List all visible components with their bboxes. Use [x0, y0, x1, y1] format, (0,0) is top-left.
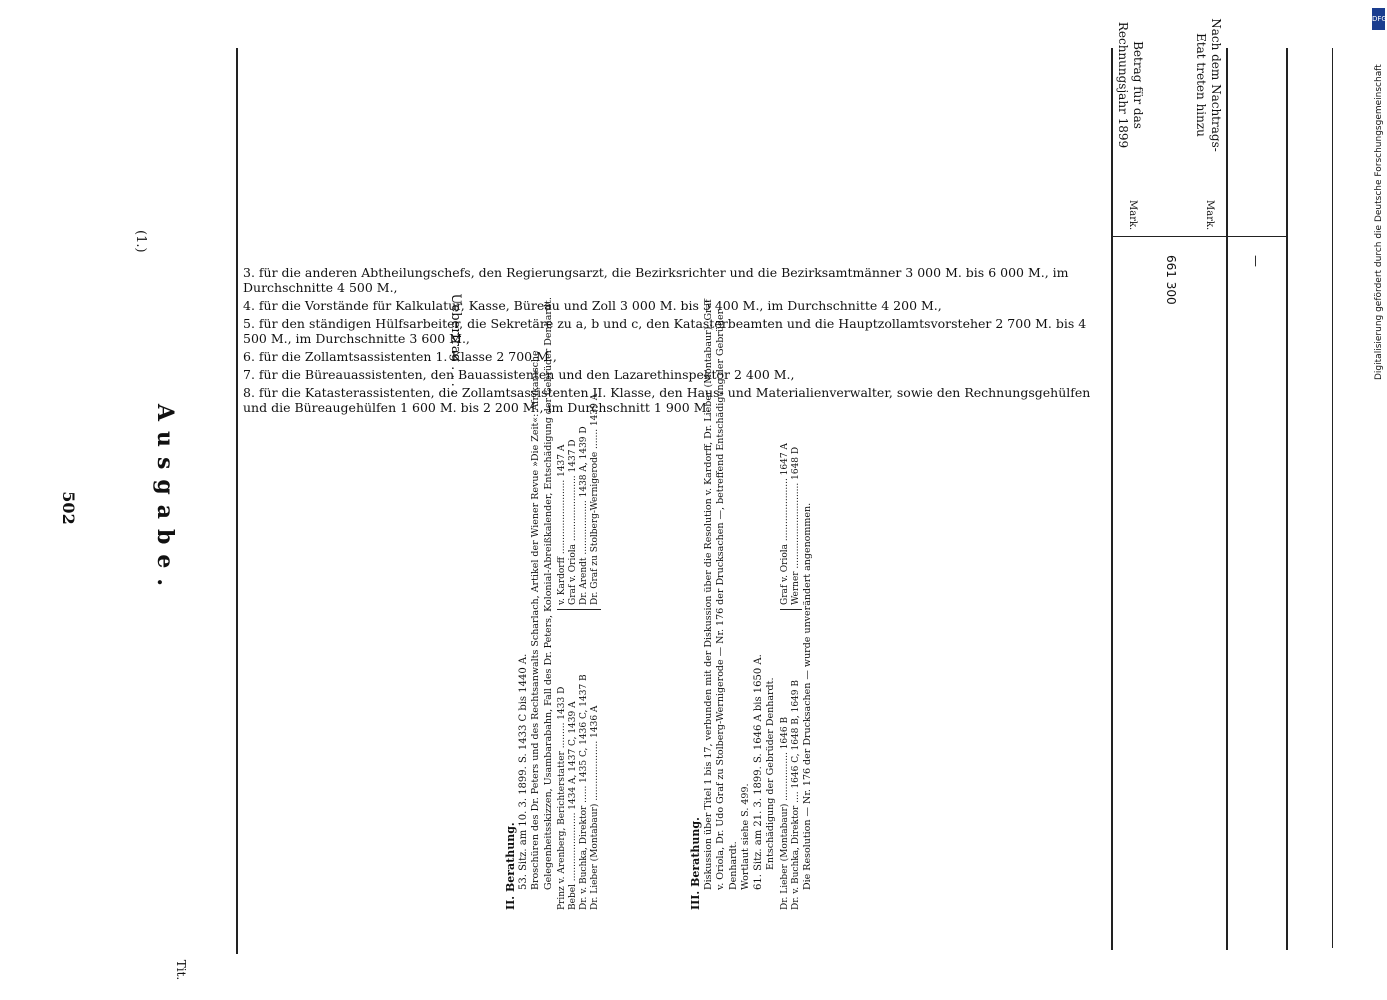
b1-speaker: Dr. v. Buchka, Direktor ...... 1435 C, 1436 C, 1437 B: [579, 674, 589, 910]
berathung-2-resolution: Die Resolution — Nr. 176 der Drucksachen — wurde unverändert angenommen.: [801, 502, 813, 890]
berathung-1-title: II. Berathung.: [504, 822, 517, 910]
nach-col-header: Nach dem Nachtrags-Etat treten hinzu: [1194, 18, 1223, 152]
unit-label: Mark.: [1127, 200, 1138, 231]
berathung-2-box: [690, 290, 875, 910]
b1-speaker: Bebel ........................ 1434 A, 1437 C, 1439 A: [568, 701, 578, 910]
item-7: 7. für die Büreauassistenten, den Bauassistenten und den Lazarethinspektor 2 400 M.,: [243, 367, 795, 382]
tit-header: Tit.: [174, 959, 188, 981]
uebertrag-amount: 661 300: [1164, 255, 1178, 305]
berathung-2-text3: Entschädigung der Gebrüder Denhardt.: [765, 677, 776, 870]
berathung-1-sitzung: 53. Sitz. am 10. 3. 1899. S. 1433 C bis 1440 A.: [517, 653, 529, 890]
item-6: 6. für die Zollamtsassistenten 1. Klasse 2 700 M.,: [243, 349, 557, 364]
b1-speaker: v. Kardorff .......................... 1437 A: [557, 444, 567, 605]
berathung-2-title: III. Berathung.: [689, 817, 702, 910]
b1-speaker: Dr. Arendt ................... 1438 A, 1439 D: [579, 426, 589, 605]
item-3: 3. für die anderen Abtheilungschefs, den Regierungsarzt, die Bezirksrichter und die Bezirksamtmänner 3 000 M. bis 6 000 M., im Durchschnitte 4 500 M.,: [243, 265, 1069, 295]
section-title: Ausgabe.: [152, 403, 178, 597]
b1-speaker: Graf v. Oriola ....................... 1437 D: [568, 439, 578, 605]
b2-speaker: Werner .............................. 1648 D: [790, 446, 801, 605]
dfg-logo: DFG: [1372, 8, 1385, 30]
uebertrag-dash: —: [1249, 255, 1263, 267]
b1-speaker: Dr. Graf zu Stolberg-Wernigerode ....... 1439 A: [590, 393, 600, 605]
berathung-2-text1: Diskussion über Titel 1 bis 17, verbunden mit der Diskussion über die Resolution v. Kardorff, Dr. Lieber (Montabaur), Graf v. Oriola, Dr. Udo Graf zu Stolberg-Wernigerode — Nr. 176 der Drucksachen —, betreffend Entschädigung der Gebrüder Denhardt.: [702, 299, 739, 890]
berathung-1-box: [505, 290, 685, 910]
unit-label-2: Mark.: [1204, 200, 1215, 231]
amount-col-header: Betrag für das Rechnungsjahr 1899: [1116, 21, 1145, 149]
item-5: 5. für den ständigen Hülfsarbeiter, die Sekretäre zu a, b und c, den Katasterbeamten und die Hauptzollamtsvorsteher 2 700 M. bis 4 500 M., im Durchschnitte 3 600 M.,: [243, 316, 1087, 346]
b1-speaker: Prinz v. Arenberg, Berichterstatter ......... 1433 D: [557, 686, 567, 910]
berathung-2-sitzung: 61. Sitz. am 21. 3. 1899. S. 1646 A bis 1650 A.: [752, 654, 764, 890]
b2-speaker: Graf v. Oriola ...................... 1647 A: [779, 443, 790, 605]
item-4: 4. für die Vorstände für Kalkulatur, Kasse, Büreau und Zoll 3 000 M. bis 5 400 M., im Durchschnitte 4 200 M.,: [243, 298, 942, 313]
b2-speaker: Dr. v. Buchka, Direktor .... 1646 C, 1648 B, 1649 B: [790, 680, 801, 910]
page-number: 502: [59, 491, 78, 525]
dfg-sidebar: [1372, 8, 1386, 992]
berathung-1-text: Broschüren des Dr. Peters und des Rechtsanwalts Scharlach, Artikel der Wiener Revue »Die Zeit«: Afrikanische Gelegenheitsskizzen, Usambarabahn, Fall des Dr. Peters, Kolonial-Abreißkalender, Entschädigung der Gebrüder Denhardt.: [530, 297, 554, 890]
dfg-credit-text: Digitalisierung gefördert durch die Deutsche Forschungsgemeinschaft: [1374, 64, 1384, 380]
b1-speaker: Dr. Lieber (Montabaur) ..................... 1436 A: [590, 705, 600, 910]
berathung-2-text2: Wortlaut siehe S. 499.: [740, 783, 751, 890]
uebertrag-label: Uebertrag . . . .: [448, 293, 463, 395]
tit-r1: (1.): [133, 230, 148, 253]
b2-speaker: Dr. Lieber (Montabaur) ................. 1646 B: [779, 716, 790, 910]
item-8: 8. für die Katasterassistenten, die Zollamtsassistenten II. Klasse, den Haus- und Materialienverwalter, sowie den Rechnungsgehülfen und die Büreaugehülfen 1 600 M. bis 2 200 M., im Durchschnitt 1 900 M.: [243, 385, 1091, 415]
